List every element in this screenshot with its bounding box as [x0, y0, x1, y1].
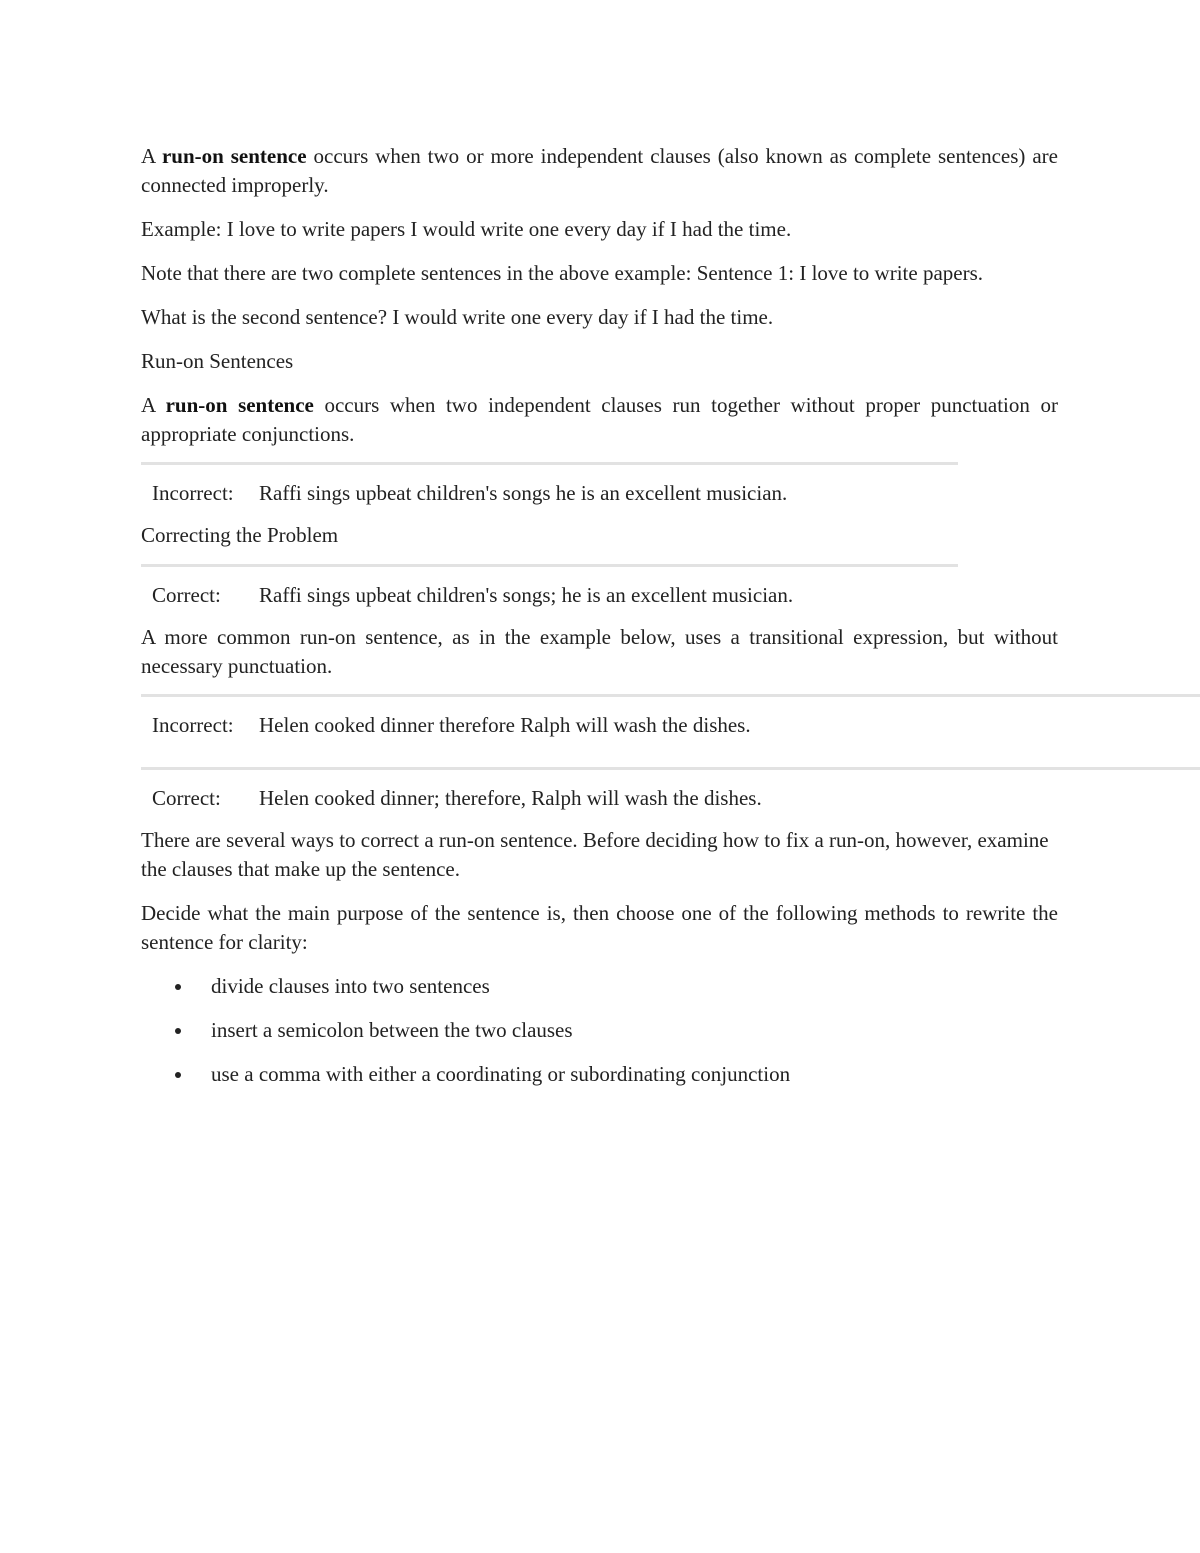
- definition-suffix: occurs when two independent clauses run together without proper punctuation or appropriate conjunctions.: [141, 393, 1058, 446]
- list-item: [141, 972, 1058, 1001]
- bullet-icon: [175, 1072, 181, 1078]
- correcting-heading: Correcting the Problem: [141, 523, 339, 547]
- note-paragraph: Note that there are two complete sentences in the above example: Sentence 1: I love to write papers.: [141, 261, 984, 285]
- bullet-icon: [175, 1028, 181, 1034]
- correct-example-text: Helen cooked dinner; therefore, Ralph will wash the dishes.: [259, 785, 762, 810]
- intro-paragraph: [141, 142, 1058, 200]
- correct-label: Correct:: [152, 582, 221, 607]
- correct-label: Correct:: [152, 785, 221, 810]
- incorrect-example-text: Helen cooked dinner therefore Ralph will wash the dishes.: [259, 712, 751, 737]
- list-item-text: use a comma with either a coordinating or subordinating conjunction: [211, 1062, 791, 1086]
- incorrect-label: Incorrect:: [152, 480, 234, 505]
- incorrect-label: Incorrect:: [152, 712, 234, 737]
- list-item: [141, 1016, 1058, 1045]
- example2-incorrect-row: [141, 697, 1058, 753]
- definition-paragraph: [141, 391, 1058, 449]
- bullet-icon: [175, 984, 181, 990]
- intro-suffix: occurs when two or more independent clauses (also known as complete sentences) are connected improperly.: [141, 144, 1058, 197]
- definition-prefix: A: [141, 393, 166, 417]
- intro-term: run-on sentence: [161, 144, 307, 168]
- example2-correct-row: [141, 770, 1058, 826]
- transitional-paragraph: A more common run-on sentence, as in the example below, uses a transitional expression, but without necessary punctuation.: [141, 625, 1058, 678]
- document-body: [141, 142, 1058, 1104]
- list-item-text: insert a semicolon between the two clauses: [211, 1018, 573, 1042]
- question-paragraph: What is the second sentence? I would write one every day if I had the time.: [141, 305, 774, 329]
- ways-paragraph: There are several ways to correct a run-on sentence. Before deciding how to fix a run-on, however, examine the clauses that make up the sentence.: [141, 828, 1049, 881]
- decide-paragraph: Decide what the main purpose of the sentence is, then choose one of the following methods to rewrite the sentence for clarity:: [141, 901, 1058, 954]
- example-sentence: Example: I love to write papers I would write one every day if I had the time.: [141, 217, 792, 241]
- methods-list: [141, 972, 1058, 1089]
- section-heading: Run-on Sentences: [141, 349, 294, 373]
- intro-prefix: A: [141, 144, 162, 168]
- example1-correct-row: [141, 567, 1058, 623]
- definition-term: run-on sentence: [165, 393, 314, 417]
- incorrect-example-text: Raffi sings upbeat children's songs he is an excellent musician.: [259, 480, 788, 505]
- correct-example-text: Raffi sings upbeat children's songs; he is an excellent musician.: [259, 582, 794, 607]
- list-item: [141, 1060, 1058, 1089]
- example1-incorrect-row: [141, 465, 1058, 521]
- list-item-text: divide clauses into two sentences: [211, 974, 490, 998]
